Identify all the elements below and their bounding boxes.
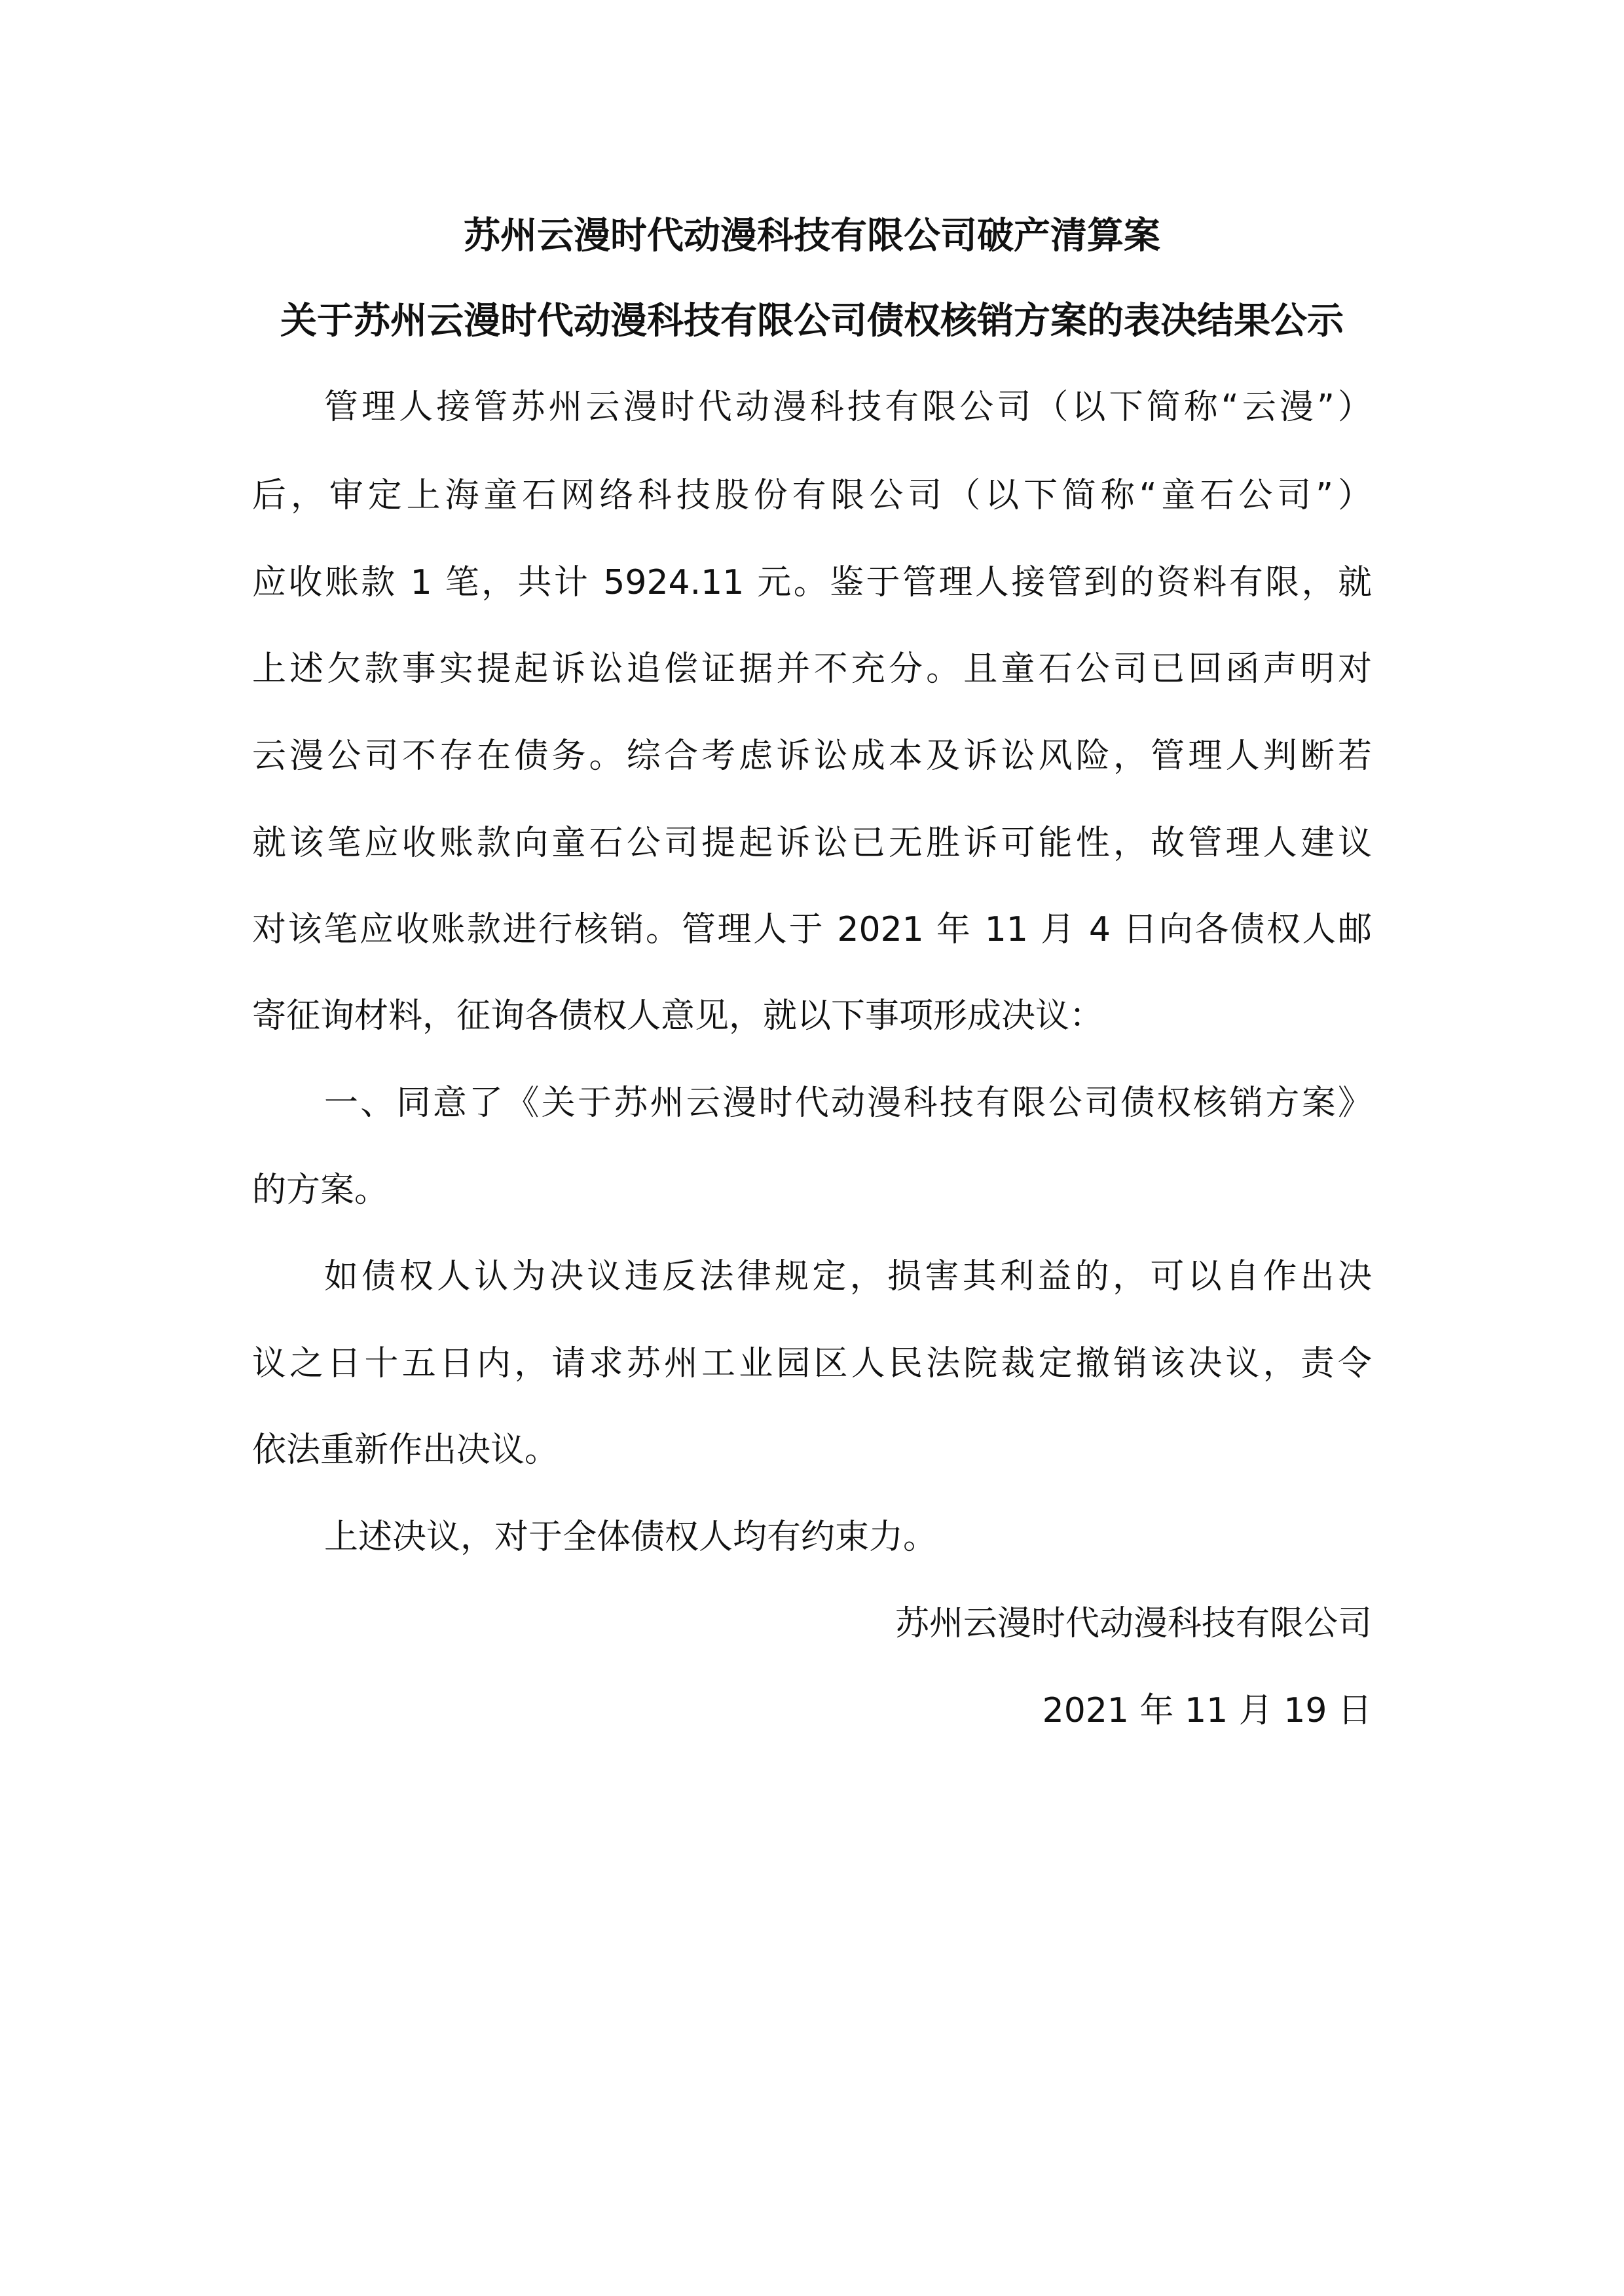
paragraph1-line-8: 寄征询材料，征询各债权人意见，就以下事项形成决议： <box>252 996 1104 1036</box>
paragraph1-line-4: 上述欠款事实提起诉讼追偿证据并不充分。且童石公司已回函声明对 <box>252 649 1372 689</box>
paragraph1-line-1: 管理人接管苏州云漫时代动漫科技有限公司（以下简称“云漫”） <box>324 388 1372 427</box>
document-title-case: 苏州云漫时代动漫科技有限公司破产清算案 <box>464 214 1160 257</box>
signature-date: 2021 年 11 月 19 日 <box>1042 1691 1372 1730</box>
paragraph3-line-2: 议之日十五日内，请求苏州工业园区人民法院裁定撤销该决议，责令 <box>252 1344 1372 1383</box>
signature-company: 苏州云漫时代动漫科技有限公司 <box>895 1604 1372 1643</box>
paragraph1-line-3: 应收账款 1 笔，共计 5924.11 元。鉴于管理人接管到的资料有限，就 <box>252 563 1372 602</box>
paragraph4-line: 上述决议，对于全体债权人均有约束力。 <box>324 1518 938 1557</box>
paragraph3-line-1: 如债权人认为决议违反法律规定，损害其利益的，可以自作出决 <box>324 1257 1372 1296</box>
paragraph2-line-1: 一、同意了《关于苏州云漫时代动漫科技有限公司债权核销方案》 <box>324 1084 1372 1123</box>
paragraph1-line-2: 后，审定上海童石网络科技股份有限公司（以下简称“童石公司”） <box>252 476 1372 515</box>
paragraph1-line-6: 就该笔应收账款向童石公司提起诉讼已无胜诉可能性，故管理人建议 <box>252 824 1372 863</box>
paragraph1-line-7: 对该笔应收账款进行核销。管理人于 2021 年 11 月 4 日向各债权人邮 <box>252 910 1372 949</box>
paragraph3-line-3: 依法重新作出决议。 <box>252 1430 559 1470</box>
paragraph1-line-5: 云漫公司不存在债务。综合考虑诉讼成本及诉讼风险，管理人判断若 <box>252 737 1372 776</box>
paragraph2-line-2: 的方案。 <box>252 1171 389 1210</box>
document-title-notice: 关于苏州云漫时代动漫科技有限公司债权核销方案的表决结果公示 <box>280 299 1344 342</box>
